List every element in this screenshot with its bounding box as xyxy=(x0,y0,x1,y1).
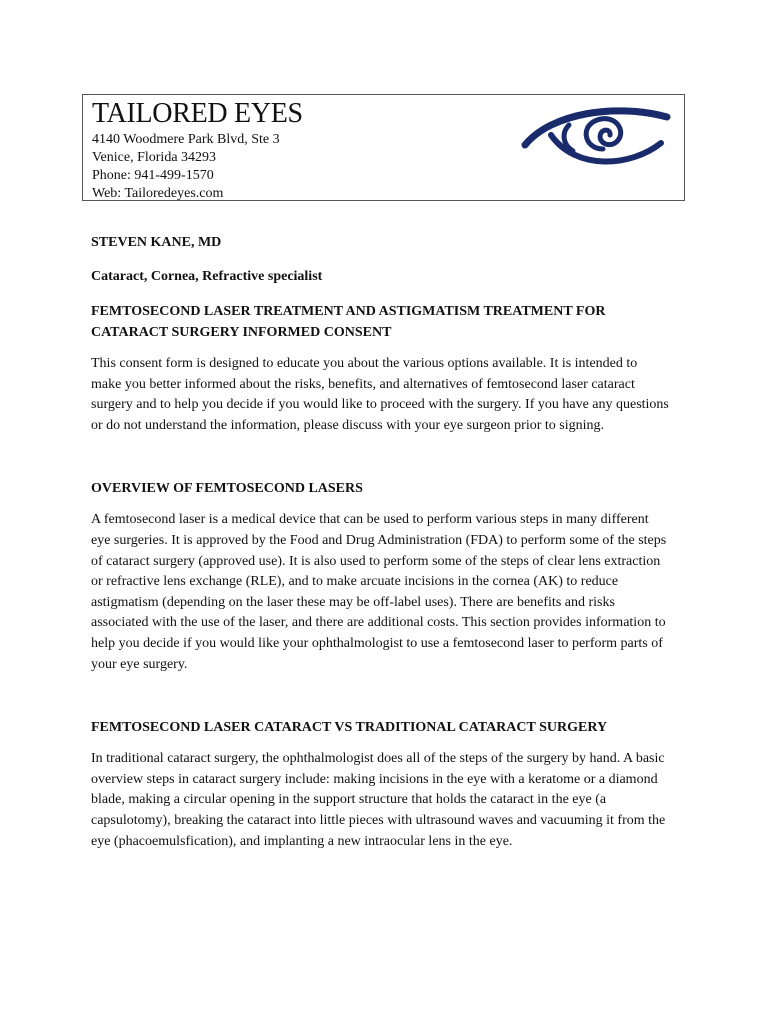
intro-paragraph: This consent form is designed to educate you about the various options available. It is intended to make you better informed about the risks, benefits, and alternatives of femtosecond laser cataract surgery and to help you decide if you would like to proceed with the surgery. If you have any questions or do not understand the information, please discuss with your eye surgeon prior to signing. xyxy=(91,356,669,433)
section-heading-comparison: FEMTOSECOND LASER CATARACT VS TRADITIONAL CATARACT SURGERY xyxy=(91,720,608,736)
section-body-comparison: In traditional cataract surgery, the ophthalmologist does all of the steps of the surgery by hand. A basic overview steps in cataract surgery include: making incisions in the eye with a keratome or a diamond blade, making a circular opening in the support structure that holds the cataract in the eye (a capsulotomy), breaking the cataract into little pieces with ultrasound waves and vacuuming it from the eye (phacoemulsfication), and implanting a new intraocular lens in the eye. xyxy=(91,751,666,849)
letterhead-box xyxy=(82,94,685,201)
section-spacer xyxy=(91,436,671,478)
section-heading-overview: OVERVIEW OF FEMTOSECOND LASERS xyxy=(91,481,363,497)
section-spacer xyxy=(91,675,671,717)
address-line-1: 4140 Woodmere Park Blvd, Ste 3 xyxy=(92,132,280,147)
doctor-specialty: Cataract, Cornea, Refractive specialist xyxy=(91,269,323,284)
website: Web: Tailoredeyes.com xyxy=(92,186,224,201)
document-body xyxy=(91,234,671,852)
section-body-overview: A femtosecond laser is a medical device that can be used to perform various steps in many different eye surgeries. It is approved by the Food and Drug Administration (FDA) to perform some of the steps of cataract surgery (approved use). It is also used to perform some of the steps of clear lens extraction or refractive lens exchange (RLE), and to make arcuate incisions in the cornea (AK) to reduce astigmatism (depending on the laser these may be off-label uses). There are benefits and risks associated with the use of the laser, and there are additional costs. This section provides information to help you decide if you would like your ophthalmologist to use a femtosecond laser to perform parts of your eye surgery. xyxy=(91,512,667,672)
letterhead-text xyxy=(92,95,303,203)
phone-number: Phone: 941-499-1570 xyxy=(92,168,214,183)
document-title: FEMTOSECOND LASER TREATMENT AND ASTIGMATISM TREATMENT FOR CATARACT SURGERY INFORMED CONSENT xyxy=(91,304,606,340)
eye-logo-icon xyxy=(521,105,671,167)
practice-name: TAILORED EYES xyxy=(92,98,303,129)
address-line-2: Venice, Florida 34293 xyxy=(92,150,217,165)
doctor-name: STEVEN KANE, MD xyxy=(91,235,222,250)
